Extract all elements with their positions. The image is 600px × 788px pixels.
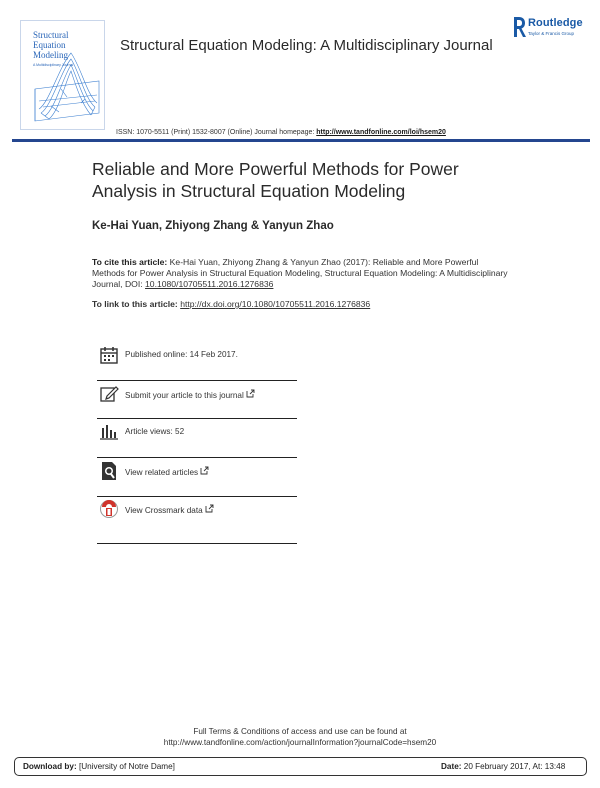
downloaded-by-value: [University of Notre Dame] <box>76 762 175 771</box>
article-authors: Ke-Hai Yuan, Zhiyong Zhang & Yanyun Zhao <box>92 220 334 232</box>
journal-homepage-link[interactable]: http://www.tandfonline.com/loi/hsem20 <box>316 129 446 136</box>
crossmark-link[interactable] <box>125 504 214 515</box>
link-label: To link to this article: <box>92 299 181 309</box>
article-doi-link[interactable]: http://dx.doi.org/10.1080/10705511.2016.1276836 <box>180 299 371 309</box>
article-views: Article views: 52 <box>125 427 185 436</box>
cover-subtitle: A Multidisciplinary Journal <box>33 63 74 67</box>
external-link-icon <box>200 466 209 475</box>
related-articles-label: View related articles <box>125 467 199 477</box>
journal-title: Structural Equation Modeling: A Multidisciplinary Journal <box>120 37 493 54</box>
article-info-list <box>97 342 297 535</box>
issn-line <box>116 129 446 136</box>
publisher-logo <box>512 14 592 44</box>
journal-cover-image <box>20 20 105 130</box>
routledge-r-icon <box>512 16 526 38</box>
divider <box>97 457 297 458</box>
published-row <box>97 342 297 381</box>
download-date-label: Date: <box>441 762 462 771</box>
submit-article-link[interactable] <box>125 389 255 400</box>
views-row <box>97 419 297 458</box>
divider <box>97 380 297 381</box>
crossmark-row[interactable] <box>97 496 297 535</box>
submit-row[interactable] <box>97 381 297 420</box>
publisher-name: Routledge <box>528 17 583 29</box>
calendar-icon <box>99 345 119 365</box>
cite-label: To cite this article: <box>92 257 168 267</box>
citation-block <box>92 257 512 291</box>
cover-title: Structural Equation Modeling <box>33 30 69 60</box>
crossmark-icon <box>99 499 119 519</box>
divider <box>97 496 297 497</box>
crossmark-label: View Crossmark data <box>125 506 203 515</box>
bar-chart-icon <box>99 422 119 442</box>
external-link-icon <box>246 389 255 398</box>
edit-pencil-icon <box>99 384 119 404</box>
related-articles-link[interactable] <box>125 466 209 477</box>
header-rule <box>12 139 590 142</box>
divider <box>97 418 297 419</box>
download-info-bar <box>14 757 587 776</box>
related-row[interactable] <box>97 458 297 497</box>
article-title: Reliable and More Powerful Methods for Power Analysis in Structural Equation Modeling <box>92 159 459 201</box>
article-link-line <box>92 299 370 309</box>
cite-doi-link[interactable]: 10.1080/10705511.2016.1276836 <box>145 279 274 290</box>
issn-text: ISSN: 1070-5511 (Print) 1532-8007 (Online) Journal homepage: <box>116 129 317 136</box>
related-search-icon <box>99 461 119 481</box>
downloaded-by <box>23 762 175 771</box>
publisher-tagline: Taylor & Francis Group <box>528 31 575 36</box>
download-date <box>441 762 565 771</box>
download-date-value: 20 February 2017, At: 13:48 <box>461 762 566 771</box>
terms-text: Full Terms & Conditions of access and use can be found at <box>193 727 407 736</box>
external-link-icon <box>205 504 214 513</box>
submit-article-label: Submit your article to this journal <box>125 390 244 400</box>
cite-text: Ke-Hai Yuan, Zhiyong Zhang & Yanyun Zhao (2017): Reliable and More Powerful Methods for Power Analysis in Structural Equation Modeling, Structural Equation Modeling: A Multidisciplinary Journal, DOI: <box>92 257 508 290</box>
terms-url-link[interactable]: http://www.tandfonline.com/action/journalInformation?journalCode=hsem20 <box>163 738 437 747</box>
published-date: Published online: 14 Feb 2017. <box>125 350 238 359</box>
downloaded-by-label: Download by: <box>23 762 77 771</box>
divider <box>97 543 297 544</box>
